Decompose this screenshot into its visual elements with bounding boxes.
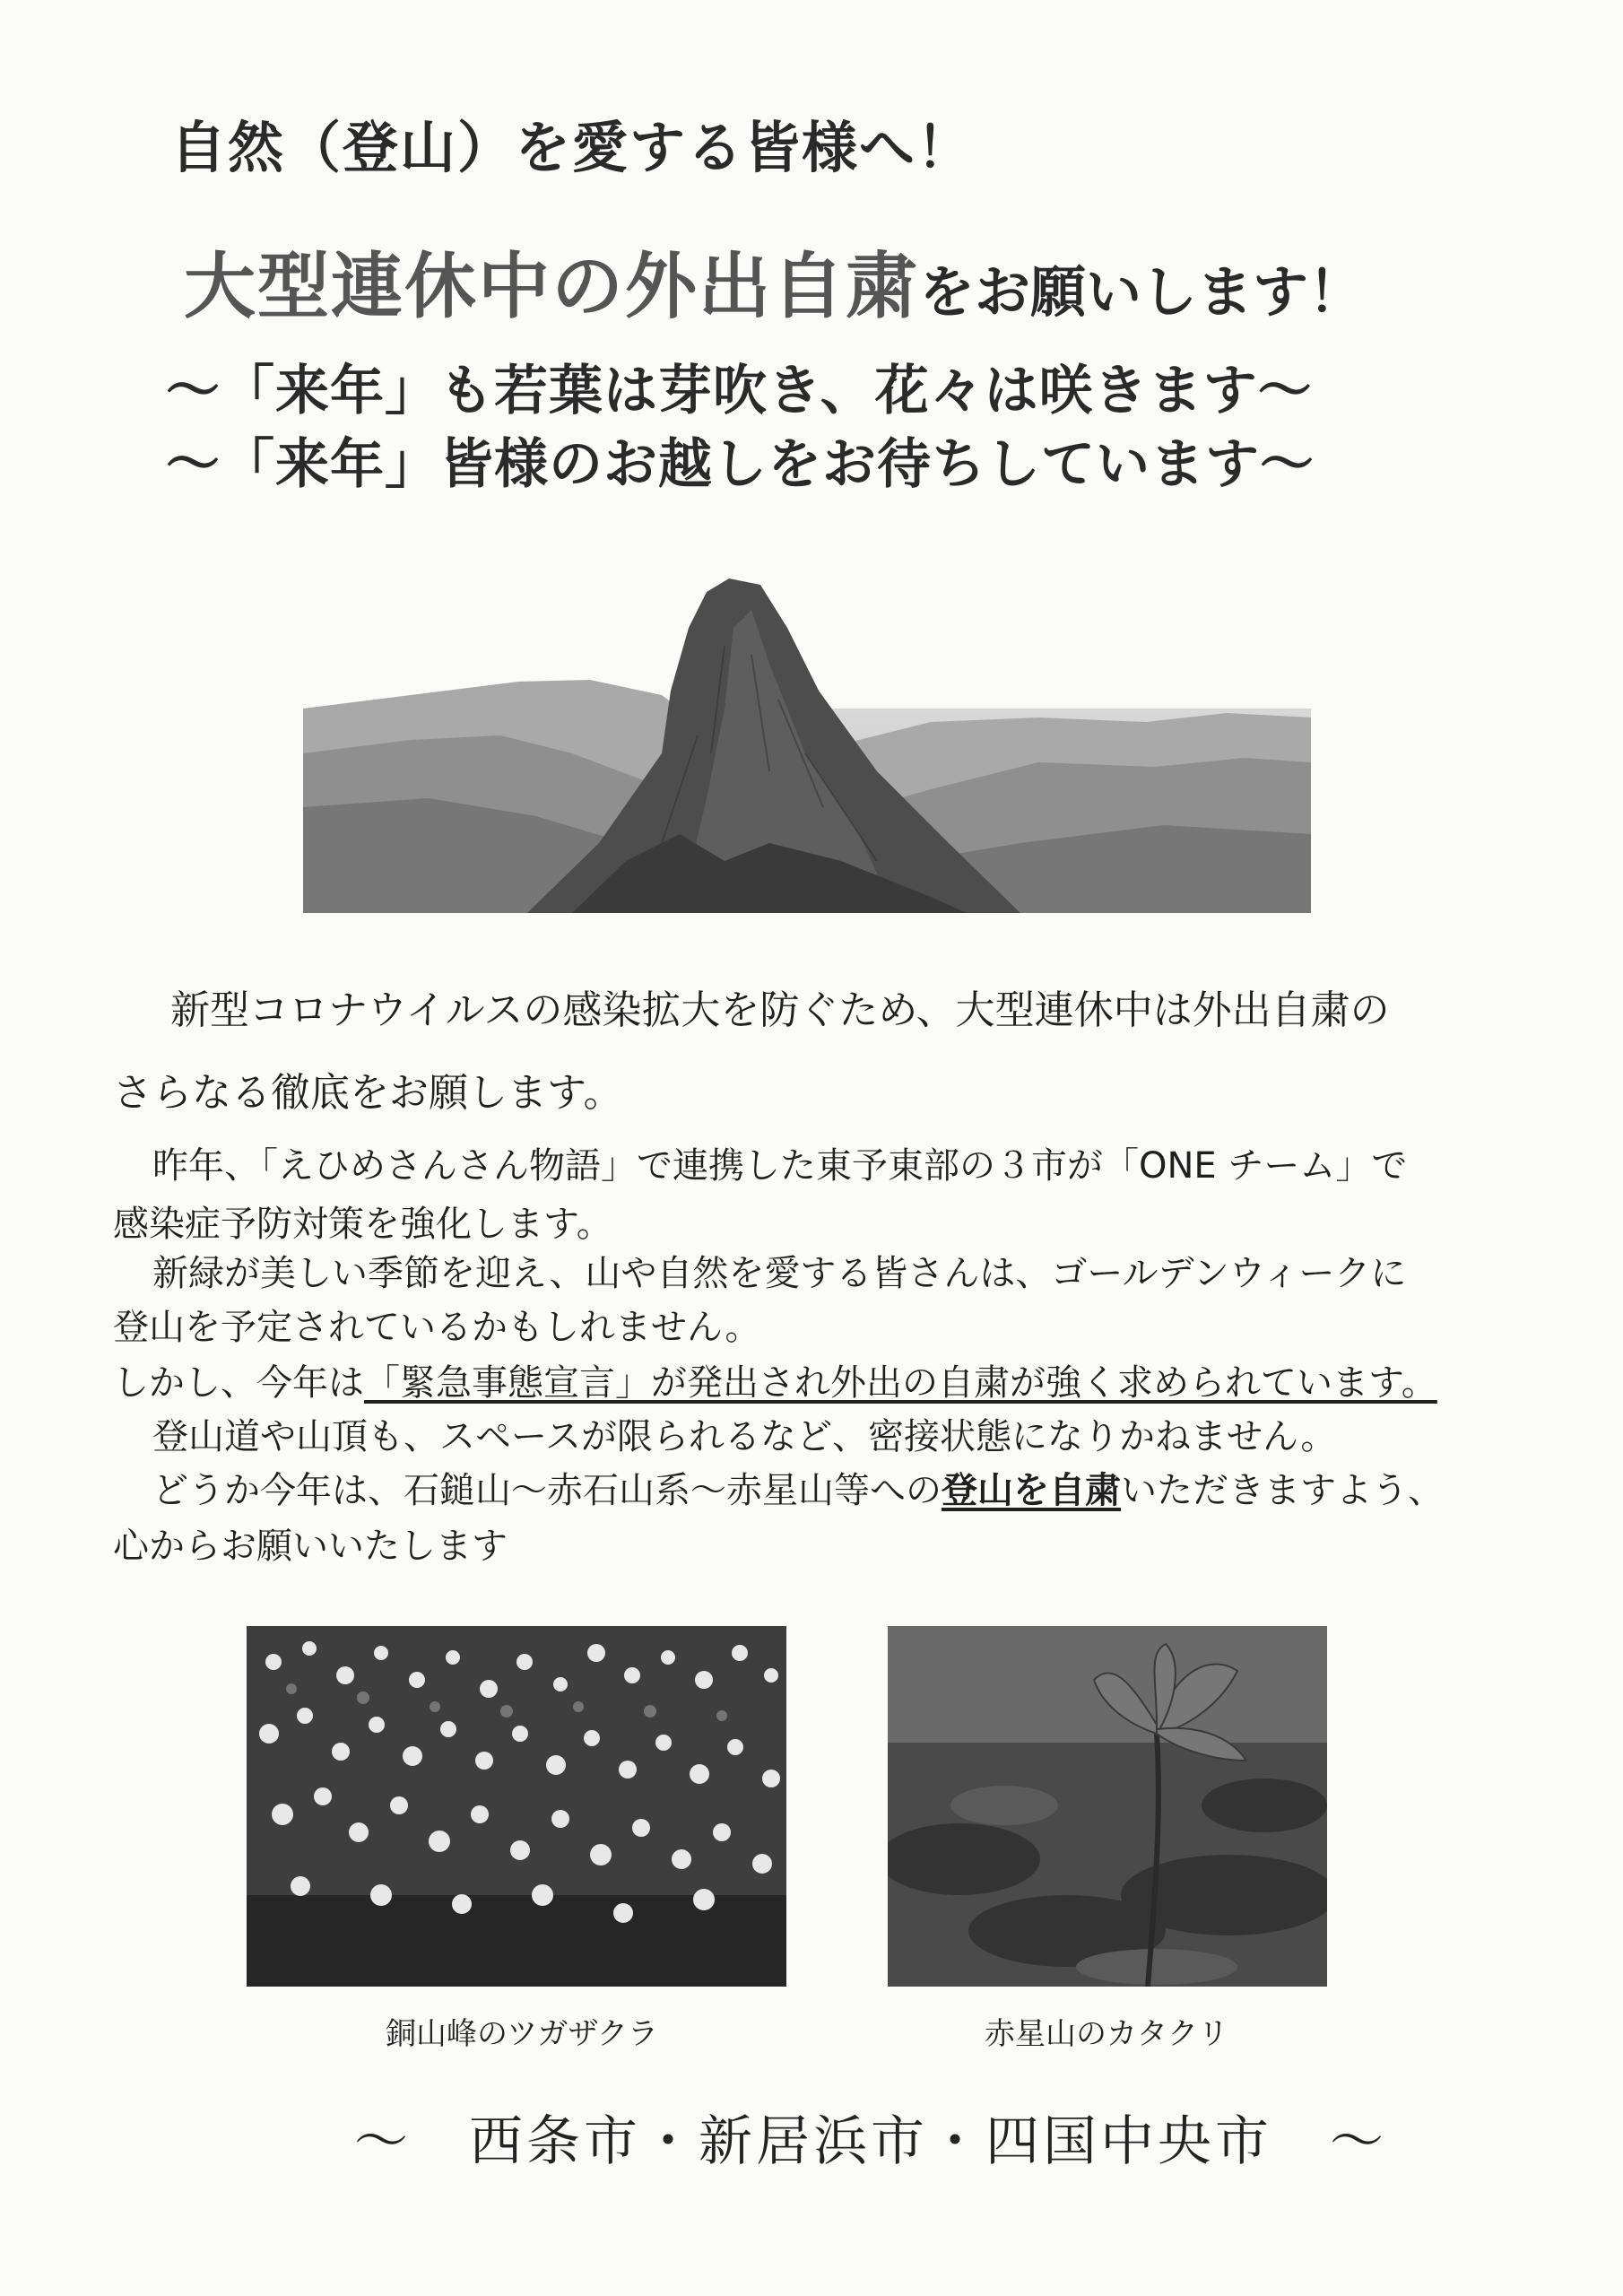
heading-greeting: 自然（登山）を愛する皆様へ！	[170, 115, 975, 180]
mountain-photo	[303, 574, 1311, 913]
refrain-climbing-text: 登山を自粛	[942, 1470, 1121, 1511]
paragraph-5-line-2: 心からお願いいたします	[113, 1526, 508, 1567]
subheading-waiting: ～「来年」皆様のお越しをお待ちしています～	[166, 433, 1315, 496]
heading-main-emphasis: 大型連休中の外出自粛	[184, 245, 919, 328]
lead-line-2: さらなる徹底をお願します。	[113, 1070, 623, 1116]
paragraph-3-prefix: しかし、今年は	[113, 1362, 364, 1404]
tsugazakura-photo	[247, 1626, 786, 1987]
caption-tsugazakura: 銅山峰のツガザクラ	[386, 2016, 658, 2052]
paragraph-1-line-2: 感染症予防対策を強化します。	[113, 1204, 612, 1245]
paragraph-5-line-1	[152, 1462, 1444, 1513]
katakuri-photo	[888, 1626, 1327, 1987]
footer-cities: ～ 西条市・新居浜市・四国中央市 ～	[354, 2110, 1387, 2173]
emergency-declaration-text: 「緊急事態宣言」が発出され外出の自粛が強く求められています。	[364, 1362, 1437, 1404]
paragraph-5-suffix: いただきますよう、	[1121, 1470, 1444, 1511]
paragraph-4: 登山道や山頂も、スペースが限られるなど、密接状態になりかねません。	[152, 1416, 1337, 1457]
paragraph-1-line-1: 昨年、「えひめさんさん物語」で連携した東予東部の３市が「ONE チーム」で	[152, 1145, 1408, 1187]
lead-line-1: 新型コロナウイルスの感染拡大を防ぐため、大型連休中は外出自粛の	[170, 987, 1390, 1033]
paragraph-3	[113, 1354, 1437, 1405]
caption-katakuri: 赤星山のカタクリ	[985, 2016, 1228, 2052]
heading-main	[184, 229, 1364, 332]
subheading-flowers: ～「来年」も若葉は芽吹き、花々は咲きます～	[166, 360, 1313, 422]
paragraph-5-prefix: どうか今年は、石鎚山～赤石山系～赤星山等への	[152, 1470, 942, 1511]
paragraph-2-line-1: 新緑が美しい季節を迎え、山や自然を愛する皆さんは、ゴールデンウィークに	[152, 1253, 1407, 1294]
paragraph-2-line-2: 登山を予定されているかもしれません。	[113, 1307, 761, 1348]
heading-main-suffix: をお願いします！	[919, 259, 1365, 325]
